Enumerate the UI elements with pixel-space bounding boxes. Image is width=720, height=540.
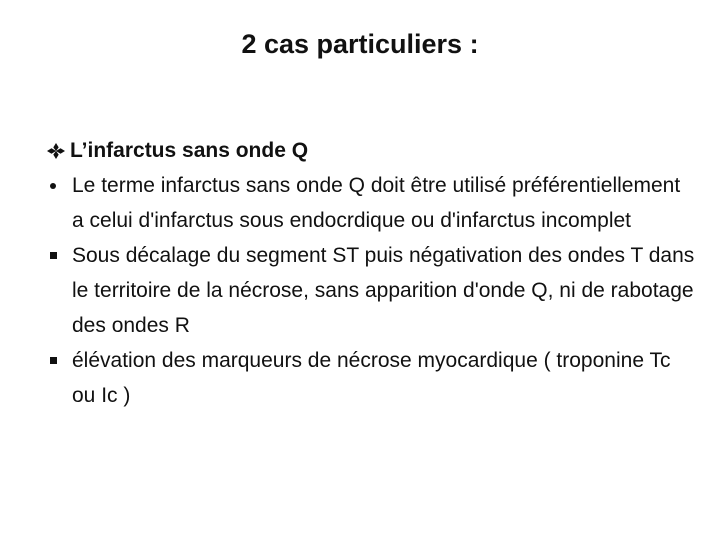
bullet-text-2: Sous décalage du segment ST puis négativation des ondes T dans le territoire de la nécrose, sans apparition d'onde Q, ni de rabotage des ondes R [72,244,695,337]
section-heading-row [46,133,696,168]
diamond-bullet-icon [46,133,70,168]
slide-content [46,133,696,413]
bullet-item-2 [46,238,696,343]
square-bullet-icon [46,238,70,273]
bullet-dot-icon [46,168,70,203]
bullet-item-3 [46,343,696,413]
square-bullet-icon [46,343,70,378]
section-heading: L’infarctus sans onde Q [70,139,309,162]
bullet-text-1: Le terme infarctus sans onde Q doit être utilisé préférentiellement a celui d'infarctus sous endocrdique ou d'infarctus incomplet [72,174,681,232]
bullet-item-1 [46,168,696,238]
bullet-text-3: élévation des marqueurs de nécrose myocardique ( troponine Tc ou Ic ) [72,349,671,407]
slide-title: 2 cas particuliers : [241,29,479,59]
